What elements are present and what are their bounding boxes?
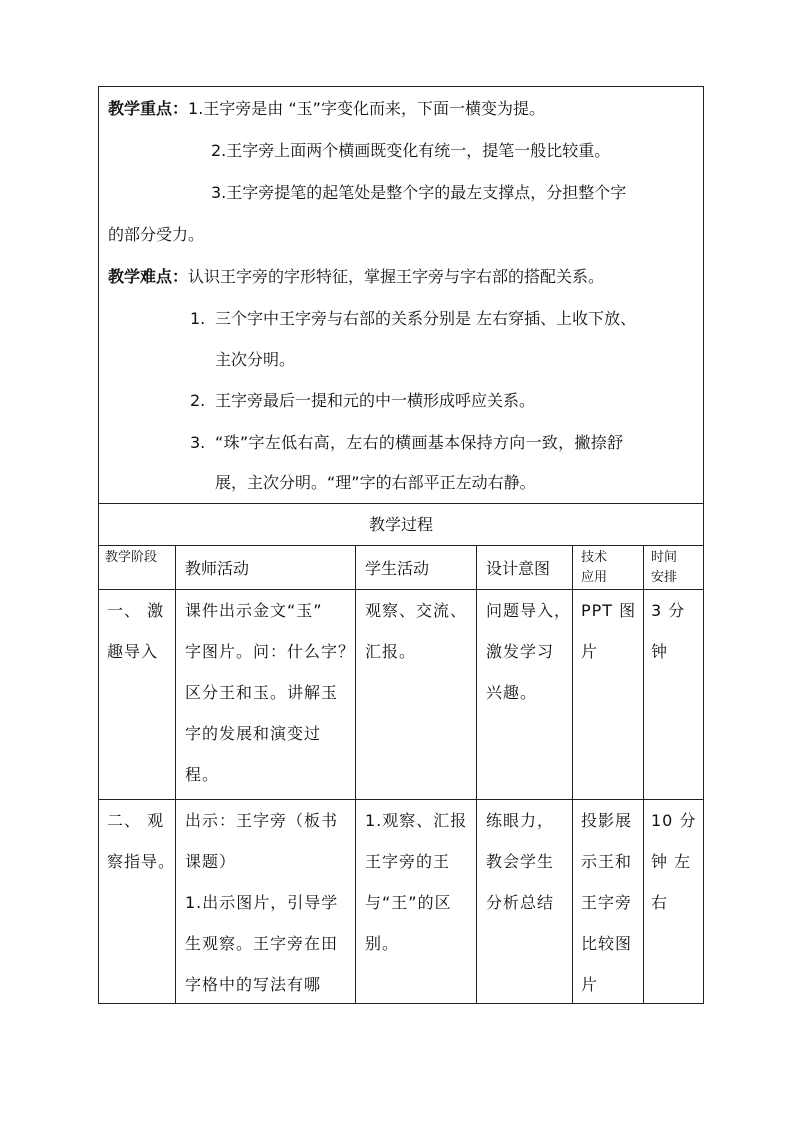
difficult-item-2-num: 2. xyxy=(190,391,206,410)
row-1-time xyxy=(651,590,685,672)
row-2-teacher xyxy=(185,800,338,1005)
row-2-teacher-line: 出示：王字旁（板书 xyxy=(185,811,339,830)
col-divider-5 xyxy=(643,546,644,1004)
header-tech-line-1: 技术 xyxy=(581,550,608,565)
row-2-tech-line: 比较图 xyxy=(581,934,633,953)
row-2-time-line: 10 分 xyxy=(651,811,697,830)
row-2-student xyxy=(365,800,467,964)
row-2-student-line: 别。 xyxy=(365,934,400,953)
header-time-line-2: 安排 xyxy=(651,570,678,585)
difficult-item-3-line-2: 展，主次分明。“理”字的右部平正左动右静。 xyxy=(215,473,536,492)
key-points-line-2: 2.王字旁上面两个横画既变化有统一，提笔一般比较重。 xyxy=(211,141,611,160)
header-tech xyxy=(581,548,607,588)
row-2-stage-line: 二、 观 xyxy=(107,811,165,830)
row-1-teacher-line: 区分王和玉。讲解玉 xyxy=(185,683,339,702)
process-title: 教学过程 xyxy=(99,504,703,546)
row-2-teacher-line: 字格中的写法有哪 xyxy=(185,975,322,994)
row-1-teacher xyxy=(185,590,355,795)
row-1-time-line: 3 分 xyxy=(651,601,686,620)
row-1-teacher-line: 字图片。问：什么字？ xyxy=(185,642,356,661)
row-2-tech-line: 王字旁 xyxy=(581,893,633,912)
header-time-line-1: 时间 xyxy=(651,550,678,565)
row-1-stage xyxy=(107,590,164,672)
row-2-tech-line: 投影展 xyxy=(581,811,633,830)
col-divider-4 xyxy=(572,546,573,1004)
row-2-teacher-line: 课题） xyxy=(185,852,237,871)
row-1-student xyxy=(365,590,467,672)
process-table xyxy=(98,504,704,1004)
col-divider-3 xyxy=(476,546,477,1004)
difficult-item-3-line-1: “珠”字左低右高，左右的横画基本保持方向一致，撇捺舒 xyxy=(215,433,624,452)
row-2-tech-line: 示王和 xyxy=(581,852,633,871)
row-2-time-line: 钟 左 xyxy=(651,852,692,871)
difficult-points-text: 认识王字旁的字形特征，掌握王字旁与字右部的搭配关系。 xyxy=(188,267,605,286)
row-1-tech-line: PPT 图 xyxy=(581,601,637,620)
row-1-design-line: 问题导入， xyxy=(486,601,572,620)
difficult-item-3-num: 3. xyxy=(190,433,206,452)
row-1-tech xyxy=(581,590,636,672)
row-1-student-line: 汇报。 xyxy=(365,642,417,661)
row-1-design-line: 激发学习 xyxy=(486,642,555,661)
key-points-line-1 xyxy=(108,99,545,119)
row-1-teacher-line: 程。 xyxy=(185,765,220,784)
row-2-stage xyxy=(107,800,175,882)
row-2-time-line: 右 xyxy=(651,893,669,912)
row-2-teacher-line: 生观察。王字旁在田 xyxy=(185,934,339,953)
row-2-design-line: 教会学生 xyxy=(486,852,555,871)
difficult-item-1-num: 1. xyxy=(190,309,206,328)
row-1-teacher-line: 字的发展和演变过 xyxy=(185,724,322,743)
row-2-tech-line: 片 xyxy=(581,975,599,994)
difficult-item-2-line-1: 王字旁最后一提和元的中一横形成呼应关系。 xyxy=(215,391,536,410)
row-2-design xyxy=(486,800,554,923)
row-2-design-line: 练眼力， xyxy=(486,811,555,830)
objectives-box xyxy=(98,86,704,504)
row-2-time xyxy=(651,800,696,923)
header-student: 学生活动 xyxy=(365,559,430,578)
key-points-text-1: 1.王字旁是由 “玉”字变化而来，下面一横变为提。 xyxy=(188,99,545,118)
col-divider-2 xyxy=(355,546,356,1004)
key-points-label: 教学重点： xyxy=(108,99,189,118)
difficult-points-label: 教学难点： xyxy=(108,267,189,286)
key-points-line-3: 3.王字旁提笔的起笔处是整个字的最左支撑点，分担整个字 xyxy=(211,183,627,202)
difficult-item-1-line-1: 三个字中王字旁与右部的关系分别是 左右穿插、上收下放、 xyxy=(215,309,637,328)
row-2-design-line: 分析总结 xyxy=(486,893,555,912)
key-points-line-3-cont: 的部分受力。 xyxy=(108,225,205,244)
row-2-student-line: 与“王”的区 xyxy=(365,893,452,912)
row-2-stage-line: 察指导。 xyxy=(107,852,176,871)
row-1-stage-line: 一、 激 xyxy=(107,601,165,620)
row-2-teacher-line: 1.出示图片，引导学 xyxy=(185,893,339,912)
row-1-teacher-line: 课件出示金文“玉” xyxy=(185,601,323,620)
row-1-stage-line: 趣导入 xyxy=(107,642,159,661)
row-1-student-line: 观察、交流、 xyxy=(365,601,468,620)
difficult-points-line xyxy=(108,267,604,287)
row-1-design-line: 兴趣。 xyxy=(486,683,538,702)
col-divider-1 xyxy=(175,546,176,1004)
header-stage: 教学阶段 xyxy=(105,550,158,565)
row-2-tech xyxy=(581,800,632,1005)
header-tech-line-2: 应用 xyxy=(581,570,608,585)
header-design: 设计意图 xyxy=(486,559,551,578)
difficult-item-1-line-2: 主次分明。 xyxy=(215,350,296,369)
header-teacher: 教师活动 xyxy=(185,559,250,578)
row-1-tech-line: 片 xyxy=(581,642,599,661)
row-1-design xyxy=(486,590,571,713)
row-2-student-line: 1.观察、汇报 xyxy=(365,811,468,830)
header-time xyxy=(651,548,677,588)
row-2-student-line: 王字旁的王 xyxy=(365,852,451,871)
row-1-time-line: 钟 xyxy=(651,642,669,661)
